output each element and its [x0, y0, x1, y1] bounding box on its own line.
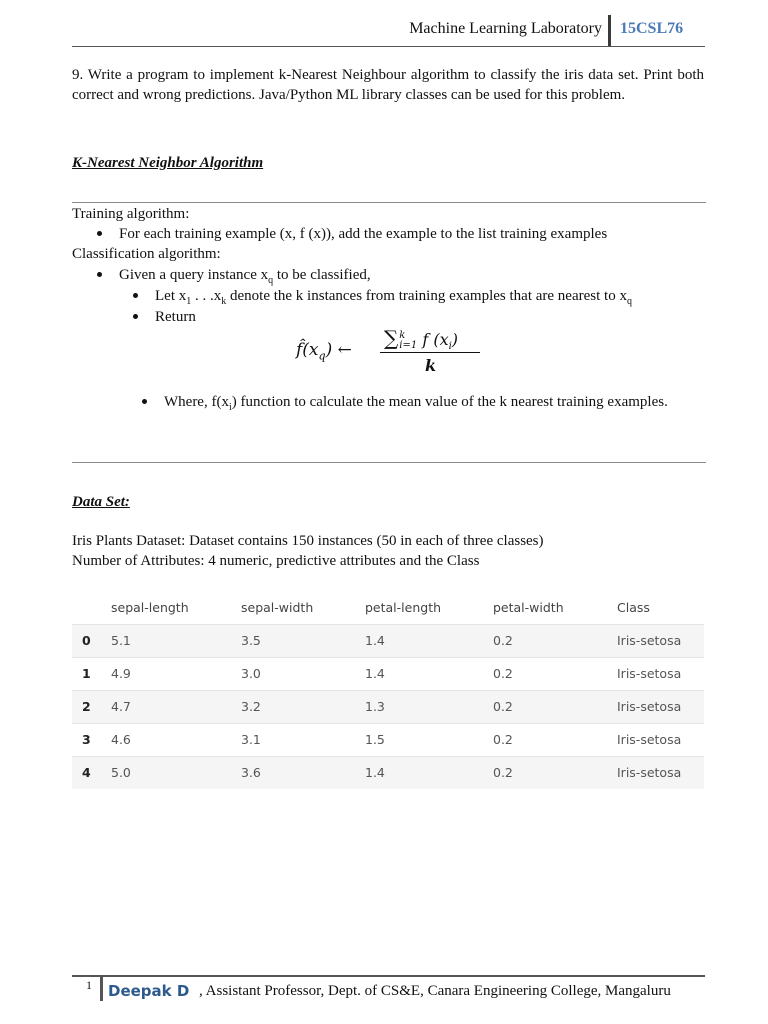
- table-cell: 0.2: [493, 765, 513, 780]
- table-cell: Iris-setosa: [617, 666, 682, 681]
- formula-numerator: [384, 326, 458, 352]
- formula-lhs-sub: q: [318, 349, 326, 363]
- return-bullet: Return: [155, 307, 355, 327]
- where-bullet: [164, 392, 704, 418]
- footer-divider: [100, 975, 103, 1001]
- row-index: 3: [82, 732, 91, 747]
- table-cell: 3.6: [241, 765, 261, 780]
- row-index: 0: [82, 633, 91, 648]
- table-cell: 3.0: [241, 666, 261, 681]
- footer-rule: [72, 975, 705, 977]
- query-text-end: to be classified,: [273, 267, 371, 283]
- table-cell: 0.2: [493, 633, 513, 648]
- training-label: Training algorithm:: [72, 206, 190, 222]
- formula-denominator: k: [425, 356, 437, 375]
- dataset-heading: Data Set:: [72, 494, 130, 510]
- section-rule-top: [72, 202, 706, 203]
- table-cell: Iris-setosa: [617, 765, 682, 780]
- column-header: sepal-length: [111, 600, 189, 615]
- let-text-mid: . . .x: [191, 288, 222, 304]
- algorithm-heading: K-Nearest Neighbor Algorithm: [72, 155, 264, 171]
- row-index: 1: [82, 666, 91, 681]
- formula-fhat: f̂(x: [296, 340, 319, 360]
- sum-lower: i=1: [399, 339, 418, 351]
- row-index: 4: [82, 765, 91, 780]
- sum-symbol: ∑: [384, 326, 399, 350]
- header-title: Machine Learning Laboratory: [409, 20, 602, 37]
- formula-num-close: ): [451, 330, 459, 349]
- table-cell: 4.7: [111, 699, 131, 714]
- column-header: Class: [617, 600, 650, 615]
- course-code: 15CSL76: [620, 20, 684, 37]
- table-cell: 3.5: [241, 633, 261, 648]
- column-header: petal-width: [493, 600, 564, 615]
- where-text: Where, f(x: [164, 394, 229, 410]
- table-cell: 3.2: [241, 699, 261, 714]
- header-rule: [72, 46, 705, 47]
- table-row: [72, 624, 704, 657]
- table-row: [72, 690, 704, 723]
- table-cell: 1.4: [365, 633, 385, 648]
- row-index: 2: [82, 699, 91, 714]
- formula-fx: f (x: [417, 330, 449, 349]
- table-cell: Iris-setosa: [617, 732, 682, 747]
- table-cell: 5.0: [111, 765, 131, 780]
- table-header: [72, 592, 704, 624]
- table-cell: 0.2: [493, 666, 513, 681]
- classification-label: Classification algorithm:: [72, 246, 221, 262]
- formula-lhs: [296, 340, 352, 362]
- page-number: 1: [86, 978, 92, 992]
- let-sub-1: 1: [186, 296, 192, 307]
- table-cell: Iris-setosa: [617, 633, 682, 648]
- header-divider: [608, 15, 611, 47]
- table-cell: 5.1: [111, 633, 131, 648]
- let-sub-q: q: [626, 296, 632, 307]
- dataset-description: Iris Plants Dataset: Dataset contains 150 instances (50 in each of three classes): [72, 533, 544, 549]
- sum-upper: k: [399, 329, 406, 341]
- training-bullet: For each training example (x, f (x)), add the example to the list training examples: [119, 224, 704, 244]
- author-name: Deepak D: [108, 982, 190, 1000]
- table-cell: 1.5: [365, 732, 385, 747]
- problem-statement: 9. Write a program to implement k-Nearest Neighbour algorithm to classify the iris data set. Print both correct and wrong predictions. Java/Python ML library classes can be used for this problem.: [72, 67, 704, 103]
- table-cell: 3.1: [241, 732, 261, 747]
- column-header: sepal-width: [241, 600, 314, 615]
- table-row: [72, 723, 704, 756]
- query-text: Given a query instance x: [119, 267, 269, 283]
- table-cell: 0.2: [493, 699, 513, 714]
- where-text-end: ) function to calculate the mean value of the k nearest training examples.: [231, 394, 668, 410]
- let-text: Let x: [155, 288, 187, 304]
- column-header: petal-length: [365, 600, 442, 615]
- table-cell: 1.4: [365, 765, 385, 780]
- fraction-bar: [380, 352, 480, 353]
- author-affiliation: , Assistant Professor, Dept. of CS&E, Canara Engineering College, Mangaluru: [199, 983, 671, 999]
- table-cell: Iris-setosa: [617, 699, 682, 714]
- table-cell: 1.3: [365, 699, 385, 714]
- table-row: [72, 657, 704, 690]
- dataset-attributes: Number of Attributes: 4 numeric, predictive attributes and the Class: [72, 553, 480, 569]
- table-row: [72, 756, 704, 789]
- table-cell: 4.6: [111, 732, 131, 747]
- knn-formula: [296, 326, 496, 378]
- table-cell: 4.9: [111, 666, 131, 681]
- table-cell: 1.4: [365, 666, 385, 681]
- iris-table: [72, 592, 704, 789]
- let-text-end: denote the k instances from training examples that are nearest to x: [226, 288, 627, 304]
- table-cell: 0.2: [493, 732, 513, 747]
- where-sub: i: [228, 402, 232, 413]
- formula-arrow: ) ←: [325, 340, 352, 360]
- query-sub: q: [268, 275, 274, 286]
- let-sub-k: k: [221, 296, 227, 307]
- section-rule-bottom: [72, 462, 706, 463]
- formula-num-sub: i: [448, 341, 452, 353]
